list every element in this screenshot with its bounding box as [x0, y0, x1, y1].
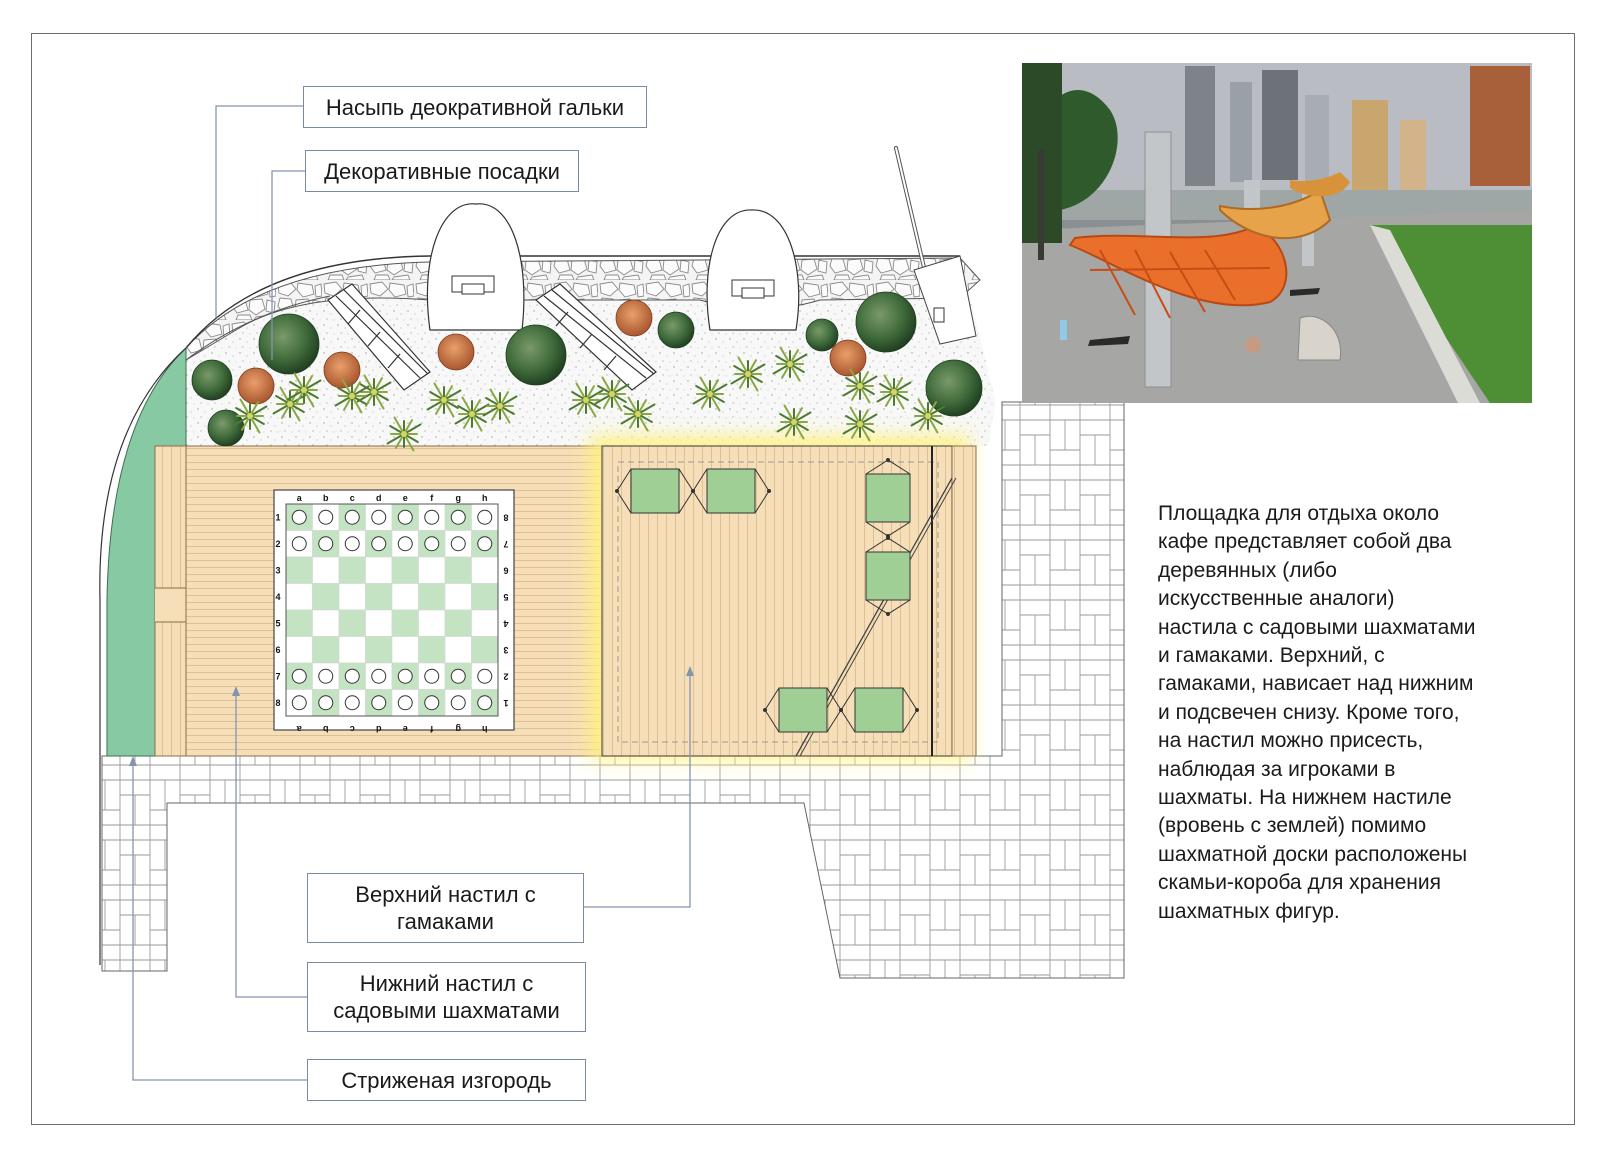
chess-piece-spot: [451, 696, 465, 710]
chess-square: [339, 557, 366, 584]
label-pebble-fill: [303, 86, 647, 128]
hammock-post: [886, 612, 890, 616]
chess-rank-label-flipped: 2: [503, 671, 509, 682]
chess-square: [313, 637, 340, 664]
chess-piece-spot: [319, 696, 333, 710]
chess-file-label: c: [349, 493, 355, 503]
chess-square: [339, 637, 366, 664]
chess-square: [286, 557, 313, 584]
garden-chessboard: [274, 490, 514, 734]
chess-square: [339, 584, 366, 611]
chess-square: [419, 637, 446, 664]
label-hedge-text: Стриженая изгородь: [341, 1067, 552, 1093]
chess-square: [392, 610, 419, 637]
chess-piece-spot: [478, 537, 492, 551]
chess-piece-spot: [478, 510, 492, 524]
chess-rank-label: 1: [275, 512, 281, 523]
chess-square: [339, 610, 366, 637]
chess-piece-spot: [292, 510, 306, 524]
chess-rank-label: 2: [275, 538, 281, 549]
label-lower-deck: [307, 962, 586, 1032]
hammock-post: [839, 708, 843, 712]
chess-file-label-flipped: e: [402, 724, 408, 734]
hammock-post: [886, 536, 890, 540]
label-lower-deck-text: Нижний настил с садовыми шахматами: [333, 971, 560, 1023]
chess-file-label: g: [455, 493, 461, 503]
chess-square: [445, 584, 472, 611]
chess-rank-label-flipped: 4: [503, 618, 509, 629]
chess-piece-spot: [451, 510, 465, 524]
hammock: [866, 552, 910, 600]
label-decorative-plants: [305, 150, 579, 192]
chess-file-label-flipped: d: [376, 724, 382, 734]
chess-rank-label: 8: [275, 697, 281, 708]
hammock-post: [886, 458, 890, 462]
chess-file-label: e: [402, 493, 408, 503]
chess-square: [366, 584, 393, 611]
chess-piece-spot: [319, 669, 333, 683]
hammock-post: [615, 489, 619, 493]
chess-rank-label: 3: [275, 565, 281, 576]
chess-piece-spot: [372, 696, 386, 710]
chess-piece-spot: [398, 537, 412, 551]
chess-square: [445, 557, 472, 584]
chess-rank-label-flipped: 7: [503, 538, 509, 549]
label-upper-deck-text: Верхний настил с гамаками: [355, 882, 536, 934]
chess-piece-spot: [451, 537, 465, 551]
chess-piece-spot: [478, 669, 492, 683]
chess-square: [472, 610, 499, 637]
chess-square: [392, 584, 419, 611]
chess-piece-spot: [292, 669, 306, 683]
chess-file-label-flipped: g: [455, 724, 461, 734]
chess-square: [472, 557, 499, 584]
chess-square: [366, 610, 393, 637]
chess-piece-spot: [372, 510, 386, 524]
chess-piece-spot: [398, 510, 412, 524]
chess-square: [313, 610, 340, 637]
label-hedge: [307, 1059, 586, 1101]
chess-piece-spot: [425, 669, 439, 683]
chess-rank-label-flipped: 6: [503, 565, 509, 576]
chess-square: [472, 637, 499, 664]
hammock-post: [915, 708, 919, 712]
chess-piece-spot: [425, 537, 439, 551]
chess-square: [286, 584, 313, 611]
hammock-post: [763, 708, 767, 712]
chess-file-label: d: [376, 493, 382, 503]
chess-piece-spot: [292, 696, 306, 710]
hammock: [779, 688, 827, 732]
chess-piece-spot: [451, 669, 465, 683]
chess-piece-spot: [425, 696, 439, 710]
chess-square: [392, 557, 419, 584]
chess-file-label: h: [482, 493, 488, 503]
chess-file-label-flipped: a: [296, 724, 302, 734]
chess-rank-label: 4: [275, 591, 281, 602]
chess-piece-spot: [478, 696, 492, 710]
chess-square: [419, 610, 446, 637]
chess-file-label-flipped: h: [482, 724, 488, 734]
chess-rank-label-flipped: 5: [503, 591, 509, 602]
chess-rank-label-flipped: 3: [503, 644, 509, 655]
chess-square: [313, 557, 340, 584]
chess-rank-label: 5: [275, 618, 281, 629]
chess-file-label: f: [430, 493, 434, 503]
chess-rank-label: 6: [275, 644, 281, 655]
hammock: [855, 688, 903, 732]
chess-square: [472, 584, 499, 611]
chess-piece-spot: [372, 669, 386, 683]
chess-square: [286, 610, 313, 637]
chess-piece-spot: [425, 510, 439, 524]
chess-piece-spot: [398, 669, 412, 683]
hammock: [707, 469, 755, 513]
hammock: [866, 474, 910, 522]
chess-rank-label-flipped: 8: [503, 512, 509, 523]
chess-piece-spot: [372, 537, 386, 551]
label-pebble-fill-text: Насыпь деокративной гальки: [325, 94, 625, 120]
chess-square: [419, 557, 446, 584]
chess-square: [366, 557, 393, 584]
chess-piece-spot: [398, 696, 412, 710]
chess-piece-spot: [345, 510, 359, 524]
chess-square: [419, 584, 446, 611]
chess-square: [445, 637, 472, 664]
chess-square: [286, 637, 313, 664]
chess-rank-label-flipped: 1: [503, 697, 509, 708]
chess-piece-spot: [292, 537, 306, 551]
chess-file-label-flipped: f: [430, 724, 434, 734]
chess-piece-spot: [319, 537, 333, 551]
chess-piece-spot: [345, 696, 359, 710]
chess-file-label: b: [323, 493, 329, 503]
hammock-post: [691, 489, 695, 493]
chess-rank-label: 7: [275, 671, 281, 682]
chess-piece-spot: [345, 669, 359, 683]
hammock: [631, 469, 679, 513]
hammock-photo: [1022, 63, 1532, 403]
chess-file-label: a: [296, 493, 302, 503]
label-upper-deck: [307, 873, 584, 943]
chess-square: [445, 610, 472, 637]
chess-square: [392, 637, 419, 664]
chess-square: [313, 584, 340, 611]
hammock-post: [767, 489, 771, 493]
chess-piece-spot: [345, 537, 359, 551]
chess-square: [366, 637, 393, 664]
description-text: Площадка для отдыха около кафе представляет собой два деревянных (либо искусственные аналоги) настила с садовыми шахматами и гамаками. Верхний, с гамаками, нависает над нижним и подсвечен снизу. Кроме того, на настил можно присесть, наблюдая за игроками в шахматы. На нижнем настиле (вровень с землей) помимо шахматной доски расположены скамьи-короба для хранения шахматных фигур.: [1158, 502, 1476, 923]
chess-piece-spot: [319, 510, 333, 524]
chess-file-label-flipped: b: [323, 724, 329, 734]
label-decorative-plants-text: Декоративные посадки: [324, 158, 560, 184]
chess-file-label-flipped: c: [349, 724, 355, 734]
